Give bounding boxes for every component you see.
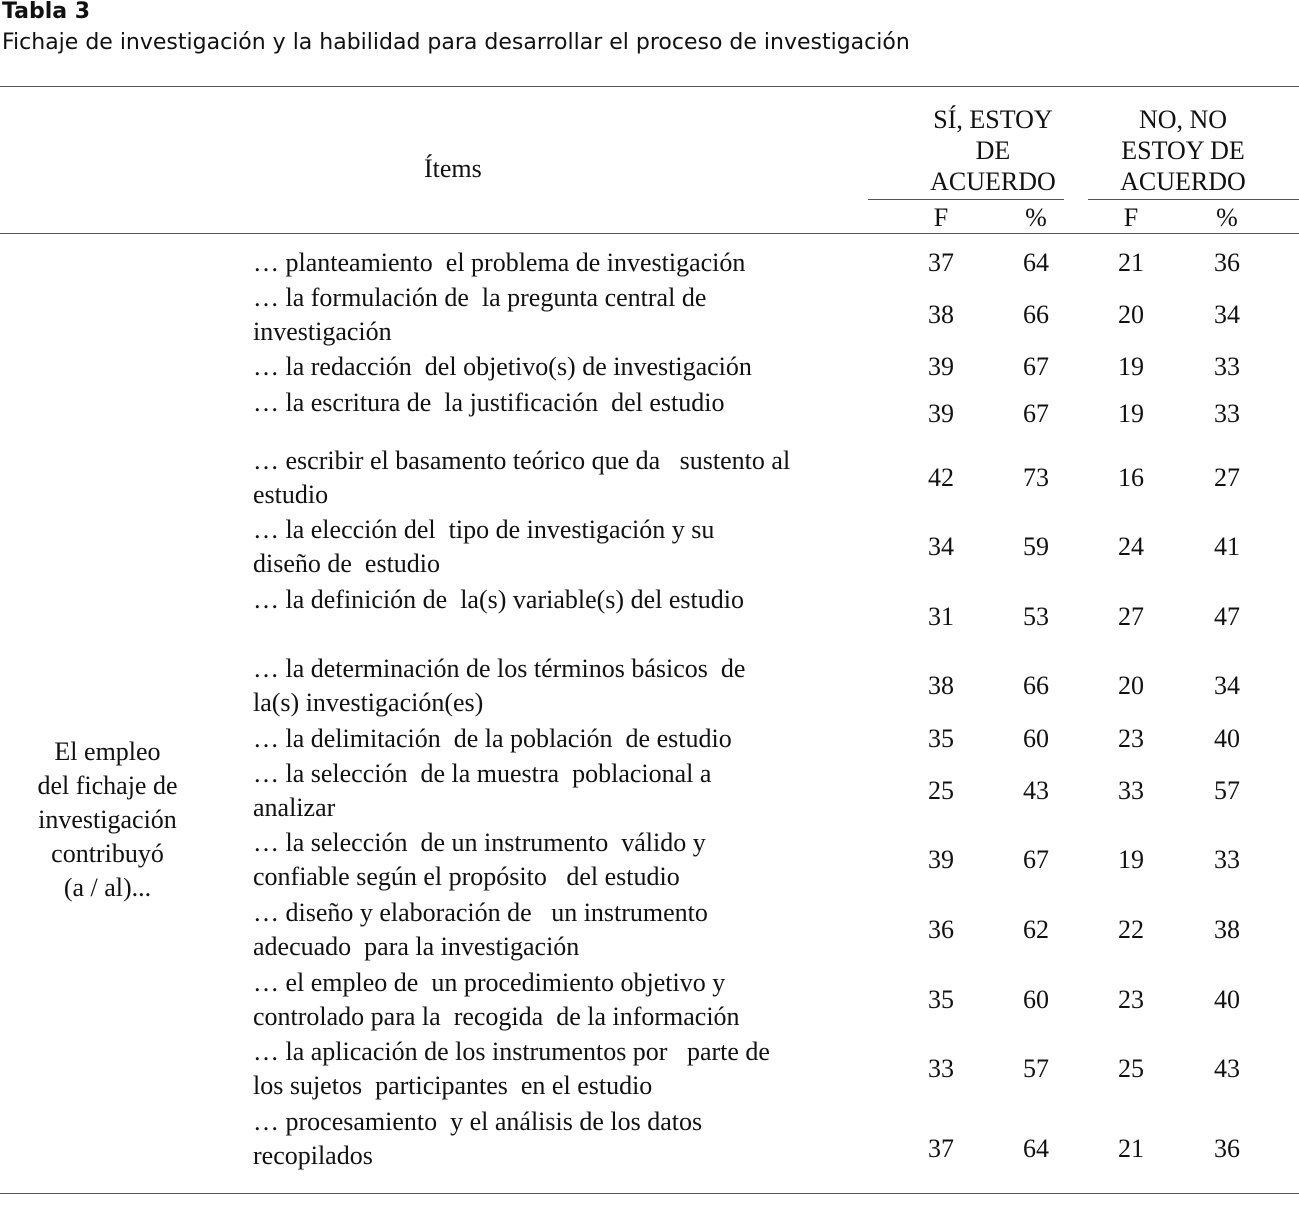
item-text-line: confiable según el propósito del estudio	[253, 862, 680, 891]
disagree-frequency-cell: 27	[1118, 602, 1144, 631]
table-row-item	[253, 350, 873, 384]
table-row-item	[253, 513, 873, 581]
disagree-percent-cell: 33	[1214, 352, 1240, 381]
agree-frequency-cell: 31	[928, 602, 954, 631]
item-text-line: analizar	[253, 793, 336, 822]
agree-frequency-cell: 42	[928, 463, 954, 492]
items-column-header: Ítems	[424, 154, 482, 183]
agree-frequency-cell: 39	[928, 845, 954, 874]
disagree-frequency-cell: 23	[1118, 985, 1144, 1014]
agree-percent-header: %	[1025, 203, 1047, 232]
top-rule	[0, 86, 1299, 87]
agree-frequency-cell: 37	[928, 1134, 954, 1163]
disagree-percent-cell: 34	[1214, 671, 1240, 700]
agree-percent-cell: 60	[1023, 724, 1049, 753]
agree-percent-cell: 64	[1023, 1134, 1049, 1163]
item-text-line: los sujetos participantes en el estudio	[253, 1071, 653, 1100]
agree-frequency-cell: 37	[928, 248, 954, 277]
disagree-header-line: ESTOY DE	[1121, 136, 1245, 165]
group-rule-right	[1088, 199, 1299, 200]
item-text-line: … la aplicación de los instrumentos por parte de	[253, 1037, 770, 1066]
agree-percent-cell: 67	[1023, 399, 1049, 428]
disagree-frequency-cell: 22	[1118, 915, 1144, 944]
disagree-percent-cell: 41	[1214, 532, 1240, 561]
agree-header-line: DE	[975, 136, 1011, 165]
disagree-percent-cell: 33	[1214, 399, 1240, 428]
item-text-line: recopilados	[253, 1141, 373, 1170]
disagree-percent-cell: 33	[1214, 845, 1240, 874]
agree-percent-cell: 57	[1023, 1054, 1049, 1083]
item-text-line: diseño de estudio	[253, 549, 441, 578]
item-text-line: … la definición de la(s) variable(s) del estudio	[253, 585, 744, 614]
agree-group-header	[898, 104, 1088, 197]
table-row-item	[253, 826, 873, 894]
row-group-label-line: investigación	[38, 805, 177, 834]
agree-percent-cell: 59	[1023, 532, 1049, 561]
agree-percent-cell: 67	[1023, 352, 1049, 381]
disagree-percent-cell: 36	[1214, 1134, 1240, 1163]
disagree-percent-cell: 43	[1214, 1054, 1240, 1083]
item-text-line: … la determinación de los términos básicos de	[253, 654, 746, 683]
disagree-group-header	[1088, 104, 1278, 197]
row-group-label-line: El empleo	[54, 737, 161, 766]
disagree-percent-cell: 40	[1214, 724, 1240, 753]
table-row-item	[253, 652, 873, 720]
agree-percent-cell: 53	[1023, 602, 1049, 631]
disagree-frequency-cell: 21	[1118, 248, 1144, 277]
agree-percent-cell: 60	[1023, 985, 1049, 1014]
disagree-frequency-cell: 33	[1118, 776, 1144, 805]
agree-percent-cell: 66	[1023, 671, 1049, 700]
item-text-line: estudio	[253, 480, 329, 509]
row-group-label-line: del fichaje de	[37, 771, 178, 800]
item-text-line: … la escritura de la justificación del estudio	[253, 388, 725, 417]
table-title: Fichaje de investigación y la habilidad para desarrollar el proceso de investigación	[2, 30, 910, 55]
disagree-percent-cell: 47	[1214, 602, 1240, 631]
disagree-percent-cell: 34	[1214, 300, 1240, 329]
item-text-line: … procesamiento y el análisis de los datos	[253, 1107, 703, 1136]
disagree-frequency-cell: 23	[1118, 724, 1144, 753]
agree-frequency-cell: 33	[928, 1054, 954, 1083]
disagree-percent-header: %	[1216, 203, 1238, 232]
disagree-header-line: ACUERDO	[1120, 167, 1246, 196]
agree-percent-cell: 73	[1023, 463, 1049, 492]
item-text-line: … el empleo de un procedimiento objetivo y	[253, 968, 726, 997]
disagree-percent-cell: 57	[1214, 776, 1240, 805]
table-row-item	[253, 386, 873, 420]
agree-frequency-cell: 34	[928, 532, 954, 561]
agree-header-line: ACUERDO	[930, 167, 1056, 196]
item-text-line: … escribir el basamento teórico que da sustento al	[253, 446, 791, 475]
disagree-frequency-cell: 20	[1118, 671, 1144, 700]
item-text-line: investigación	[253, 317, 392, 346]
item-text-line: … la elección del tipo de investigación y su	[253, 515, 715, 544]
item-text-line: … la formulación de la pregunta central de	[253, 283, 707, 312]
table-row-item	[253, 583, 873, 617]
item-text-line: … diseño y elaboración de un instrumento	[253, 898, 708, 927]
agree-frequency-cell: 36	[928, 915, 954, 944]
item-text-line: … planteamiento el problema de investigación	[253, 248, 746, 277]
disagree-frequency-cell: 19	[1118, 399, 1144, 428]
disagree-percent-cell: 38	[1214, 915, 1240, 944]
agree-frequency-cell: 25	[928, 776, 954, 805]
disagree-frequency-cell: 19	[1118, 352, 1144, 381]
item-text-line: … la redacción del objetivo(s) de investigación	[253, 352, 752, 381]
row-group-label-line: contribuyó	[51, 839, 164, 868]
agree-percent-cell: 64	[1023, 248, 1049, 277]
agree-percent-cell: 62	[1023, 915, 1049, 944]
agree-percent-cell: 66	[1023, 300, 1049, 329]
disagree-frequency-cell: 19	[1118, 845, 1144, 874]
disagree-frequency-cell: 24	[1118, 532, 1144, 561]
bottom-rule	[0, 1193, 1299, 1194]
table-row-item	[253, 896, 873, 964]
item-text-line: adecuado para la investigación	[253, 932, 580, 961]
agree-frequency-cell: 39	[928, 352, 954, 381]
row-group-label	[20, 735, 195, 905]
disagree-frequency-cell: 16	[1118, 463, 1144, 492]
agree-frequency-cell: 38	[928, 671, 954, 700]
agree-frequency-cell: 35	[928, 724, 954, 753]
agree-percent-cell: 67	[1023, 845, 1049, 874]
agree-frequency-cell: 35	[928, 985, 954, 1014]
table-row-item	[253, 1035, 873, 1103]
table-row-item	[253, 757, 873, 825]
table-row-item	[253, 444, 873, 512]
agree-frequency-cell: 38	[928, 300, 954, 329]
table-label: Tabla 3	[2, 0, 91, 24]
item-text-line: … la selección de la muestra poblacional a	[253, 759, 712, 788]
disagree-frequency-cell: 20	[1118, 300, 1144, 329]
item-text-line: la(s) investigación(es)	[253, 688, 484, 717]
disagree-frequency-cell: 21	[1118, 1134, 1144, 1163]
item-text-line: … la delimitación de la población de estudio	[253, 724, 732, 753]
disagree-header-line: NO, NO	[1138, 105, 1228, 134]
agree-percent-cell: 43	[1023, 776, 1049, 805]
item-text-line: controlado para la recogida de la información	[253, 1002, 740, 1031]
group-rule-left	[868, 199, 1064, 200]
disagree-percent-cell: 27	[1214, 463, 1240, 492]
agree-header-line: SÍ, ESTOY	[933, 105, 1053, 134]
disagree-frequency-cell: 25	[1118, 1054, 1144, 1083]
agree-frequency-cell: 39	[928, 399, 954, 428]
disagree-percent-cell: 36	[1214, 248, 1240, 277]
row-group-label-line: (a / al)...	[63, 873, 152, 902]
item-text-line: … la selección de un instrumento válido y	[253, 828, 706, 857]
agree-frequency-header: F	[933, 203, 949, 232]
table-row-item	[253, 246, 873, 280]
table-row-item	[253, 281, 873, 349]
disagree-frequency-header: F	[1123, 203, 1139, 232]
disagree-percent-cell: 40	[1214, 985, 1240, 1014]
table-row-item	[253, 1105, 873, 1173]
table-row-item	[253, 966, 873, 1034]
table-row-item	[253, 722, 873, 756]
